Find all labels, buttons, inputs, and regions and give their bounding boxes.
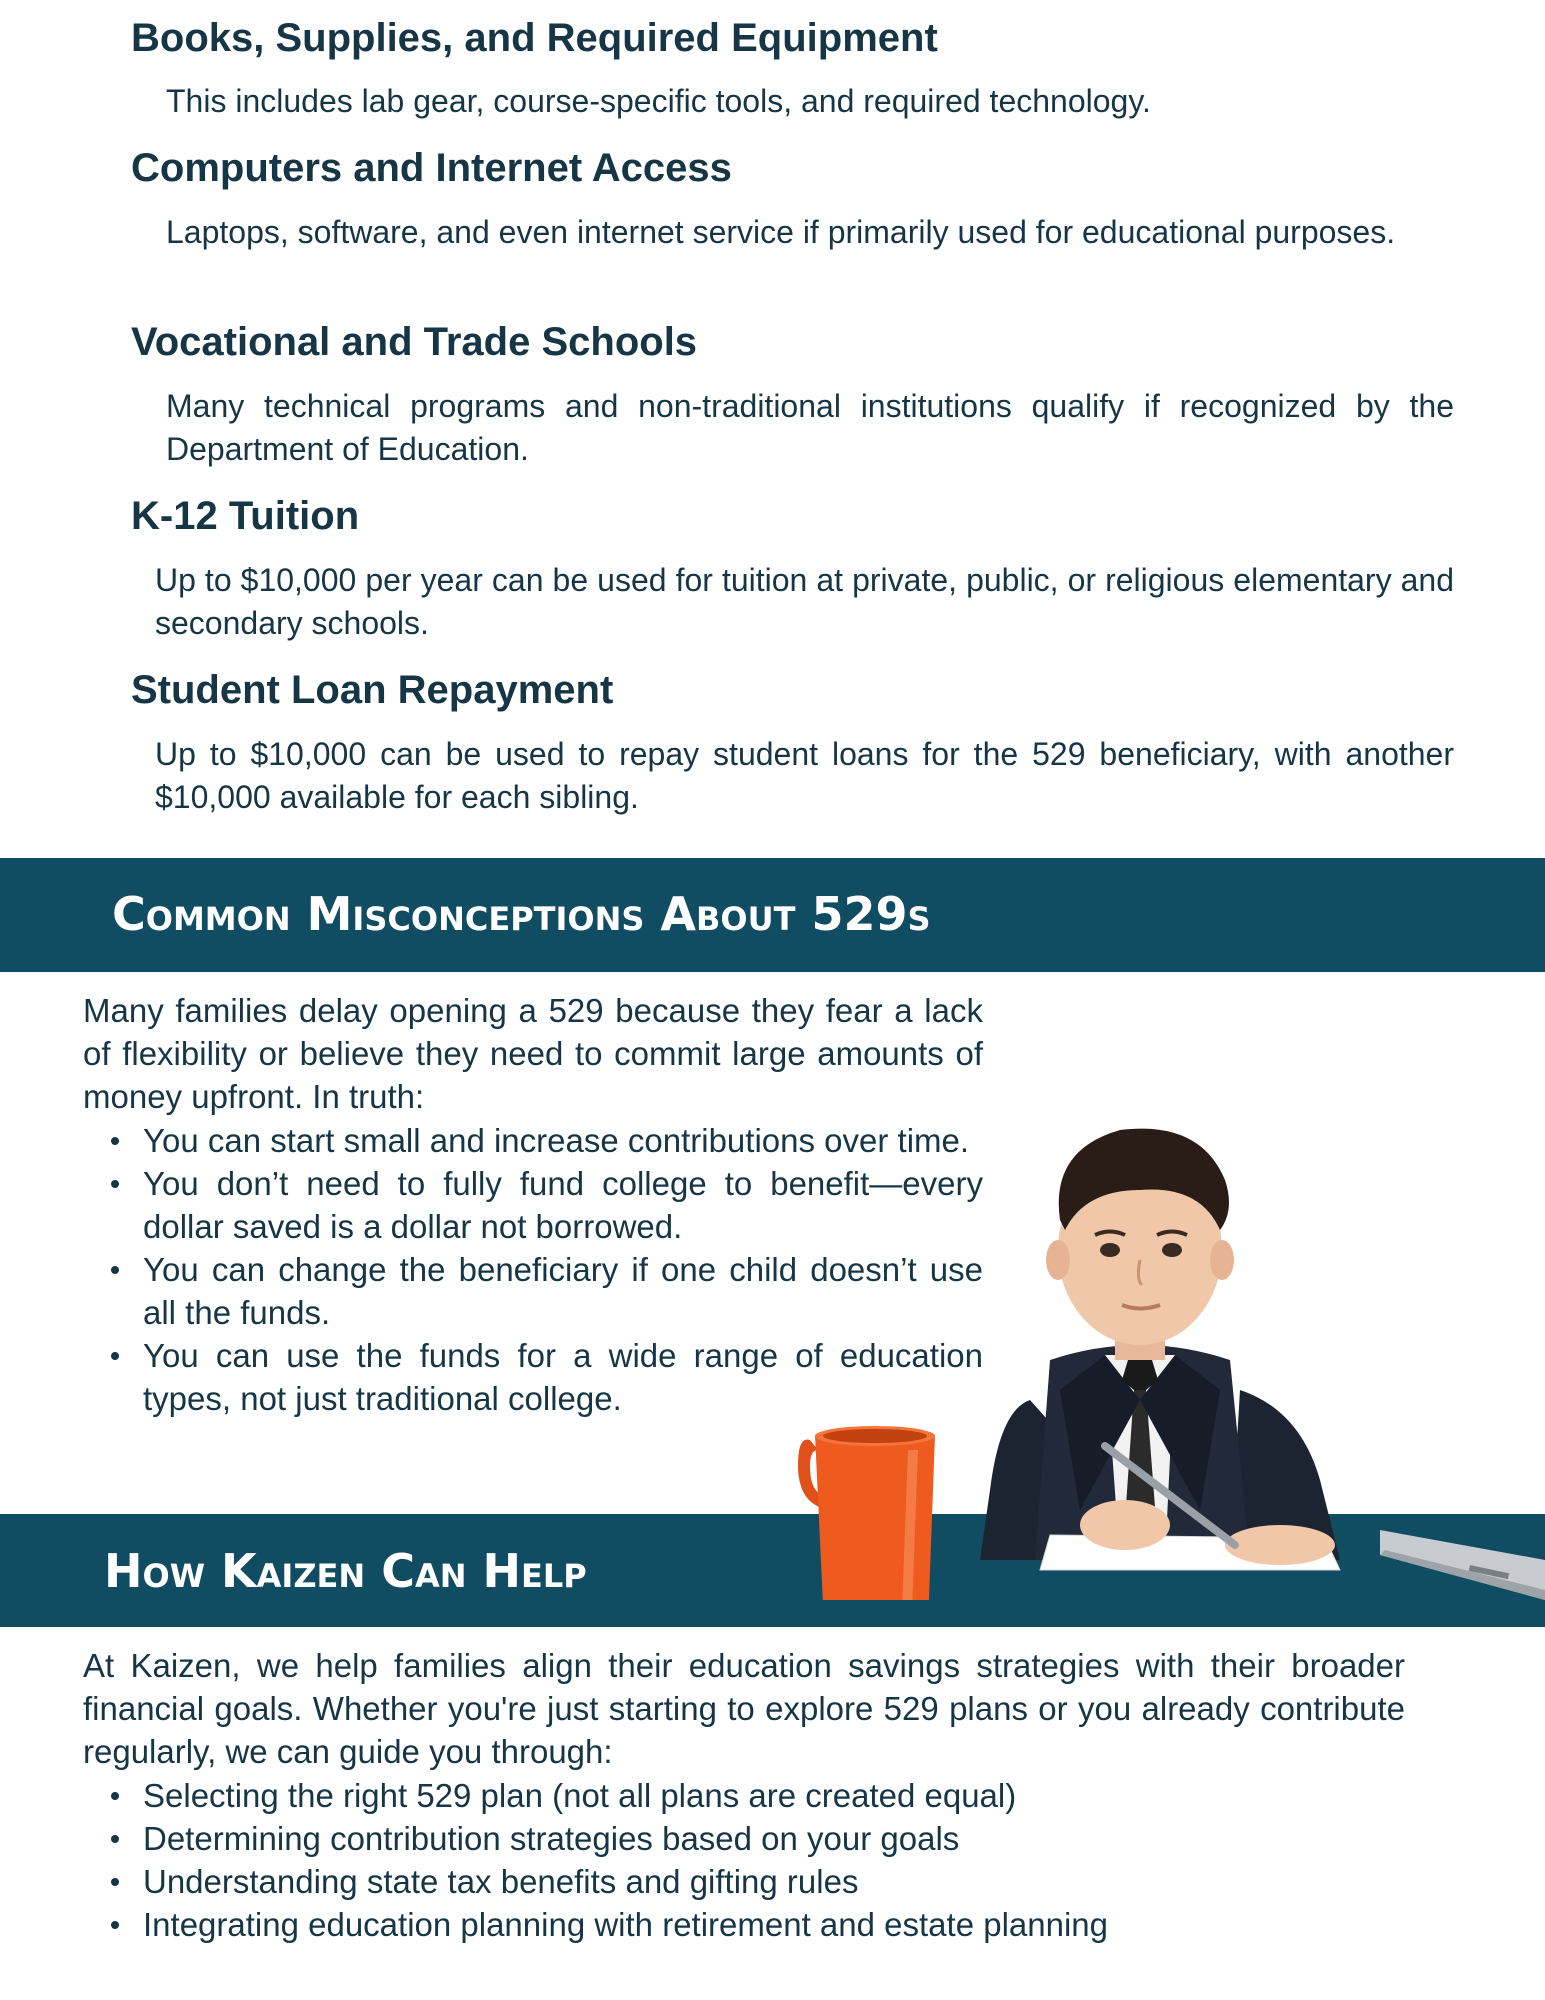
section-heading-misconceptions: Common Misconceptions About 529s: [112, 887, 931, 941]
expense-title-k12: K-12 Tuition: [131, 494, 360, 538]
list-item: Understanding state tax benefits and gifting rules: [83, 1860, 1405, 1903]
misconceptions-intro: Many families delay opening a 529 because they fear a lack of flexibility or believe they need to commit large amounts of money upfront. In truth:: [83, 992, 983, 1115]
expense-desc-computers: Laptops, software, and even internet service if primarily used for educational purposes.: [166, 214, 1396, 250]
expense-title-vocational: Vocational and Trade Schools: [131, 320, 698, 364]
list-item: You don’t need to fully fund college to benefit—every dollar saved is a dollar not borrowed.: [83, 1162, 983, 1248]
help-list: [83, 1774, 1405, 1946]
expense-desc-k12: Up to $10,000 per year can be used for tuition at private, public, or religious elementary and secondary schools.: [155, 562, 1454, 641]
laptop-image: [1380, 1530, 1545, 1600]
help-intro: At Kaizen, we help families align their education savings strategies with their broader financial goals. Whether you're just starting to explore 529 plans or you already contribute regularly, we can guide you through:: [83, 1647, 1405, 1770]
expense-desc-loans: Up to $10,000 can be used to repay student loans for the 529 beneficiary, with another $10,000 available for each sibling.: [155, 736, 1454, 815]
section-heading-help: How Kaizen Can Help: [104, 1544, 587, 1598]
list-item: Integrating education planning with retirement and estate planning: [83, 1903, 1405, 1946]
list-item: You can change the beneficiary if one child doesn’t use all the funds.: [83, 1248, 983, 1334]
boy-writing-illustration: [780, 1090, 1545, 1600]
expense-title-loans: Student Loan Repayment: [131, 668, 614, 712]
orange-mug-image: [798, 1426, 935, 1600]
list-item: You can start small and increase contributions over time.: [83, 1119, 983, 1162]
expense-desc-vocational: Many technical programs and non-traditional institutions qualify if recognized by the Department of Education.: [166, 388, 1454, 467]
expense-title-computers: Computers and Internet Access: [131, 146, 732, 190]
expense-title-books: Books, Supplies, and Required Equipment: [131, 16, 938, 60]
expense-desc-books: This includes lab gear, course-specific tools, and required technology.: [166, 83, 1151, 119]
list-item: Selecting the right 529 plan (not all plans are created equal): [83, 1774, 1405, 1817]
boy-image: [980, 1129, 1340, 1560]
list-item: You can use the funds for a wide range of education types, not just traditional college.: [83, 1334, 983, 1420]
list-item: Determining contribution strategies based on your goals: [83, 1817, 1405, 1860]
section-banner-misconceptions: [0, 858, 1545, 972]
